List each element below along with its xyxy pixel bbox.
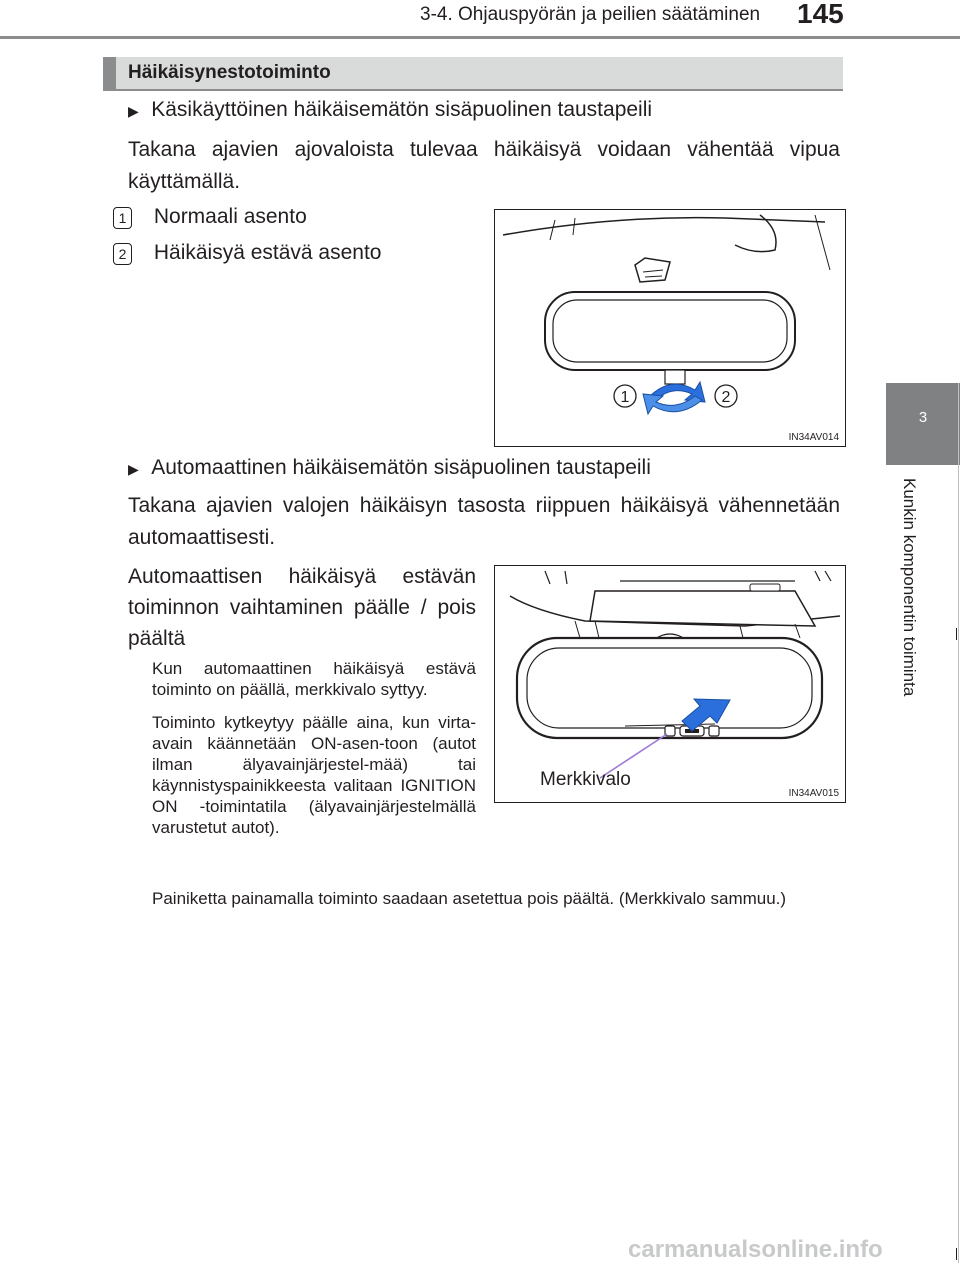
side-rule (958, 383, 959, 1263)
position-item-1 (113, 205, 307, 229)
note-ignition-on: Toiminto kytkeytyy päälle aina, kun virta-avain käännetään ON-asen-toon (autot ilman älyavainjärjestel-mää) tai käynnistyspainikkeesta valitaan IGNITION ON -toimintatila (älyavainjärjestelmällä varustetut autot). (152, 713, 476, 837)
section-heading-bar (103, 57, 116, 89)
chapter-tab (886, 383, 960, 465)
auto-mirror-illustration (495, 566, 845, 802)
note-turn-off: Painiketta painamalla toiminto saadaan asetettua pois päältä. (Merkkivalo sammuu.) (152, 889, 787, 908)
indicator-label: Merkkivalo (540, 769, 631, 790)
callout-badge: 2 (113, 243, 132, 265)
chapter-label: Kunkin komponentin toiminta (900, 478, 919, 697)
margin-tick (956, 628, 957, 640)
figure-code: IN34AV014 (788, 432, 839, 443)
manual-mirror-illustration (495, 210, 845, 446)
margin-tick (956, 1248, 957, 1260)
figure-callout-1: 1 (620, 389, 630, 406)
auto-mirror-subtitle (128, 456, 848, 480)
chapter-number: 3 (918, 409, 928, 426)
section-heading-text: Häikäisynestotoiminto (128, 62, 331, 83)
header-rule (0, 36, 960, 39)
figure-manual-mirror (494, 209, 846, 447)
manual-mirror-title: Käsikäyttöinen häikäisemätön sisäpuolinen taustapeili (151, 98, 653, 121)
figure-code: IN34AV015 (788, 788, 839, 799)
watermark: carmanualsonline.info (628, 1236, 883, 1263)
manual-mirror-description: Takana ajavien ajovaloista tulevaa häikäisyä voidaan vähentää vipua käyttämällä. (128, 138, 840, 193)
position-label: Häikäisyä estävä asento (153, 241, 382, 264)
running-header: 3-4. Ohjauspyörän ja peilien säätäminen (420, 4, 761, 25)
figure-auto-mirror (494, 565, 846, 803)
note-indicator-on: Kun automaattinen häikäisyä estävä toiminto on päällä, merkkivalo syttyy. (152, 659, 476, 699)
position-label: Normaali asento (153, 205, 307, 228)
switch-heading: Automaattisen häikäisyä estävän toiminnon vaihtaminen päälle / pois päältä (128, 565, 476, 650)
auto-mirror-description: Takana ajavien valojen häikäisyn tasosta riippuen häikäisyä vähennetään automaattisesti. (128, 494, 840, 549)
callout-badge: 1 (113, 207, 132, 229)
triangle-bullet-icon: ▶ (128, 103, 139, 119)
triangle-bullet-icon: ▶ (128, 461, 139, 477)
auto-mirror-title: Automaattinen häikäisemätön sisäpuolinen taustapeili (151, 456, 651, 479)
page-number: 145 (797, 0, 844, 29)
position-item-2 (113, 241, 381, 265)
manual-mirror-subtitle (128, 98, 848, 122)
section-heading (103, 57, 843, 91)
figure-callout-2: 2 (721, 389, 731, 406)
